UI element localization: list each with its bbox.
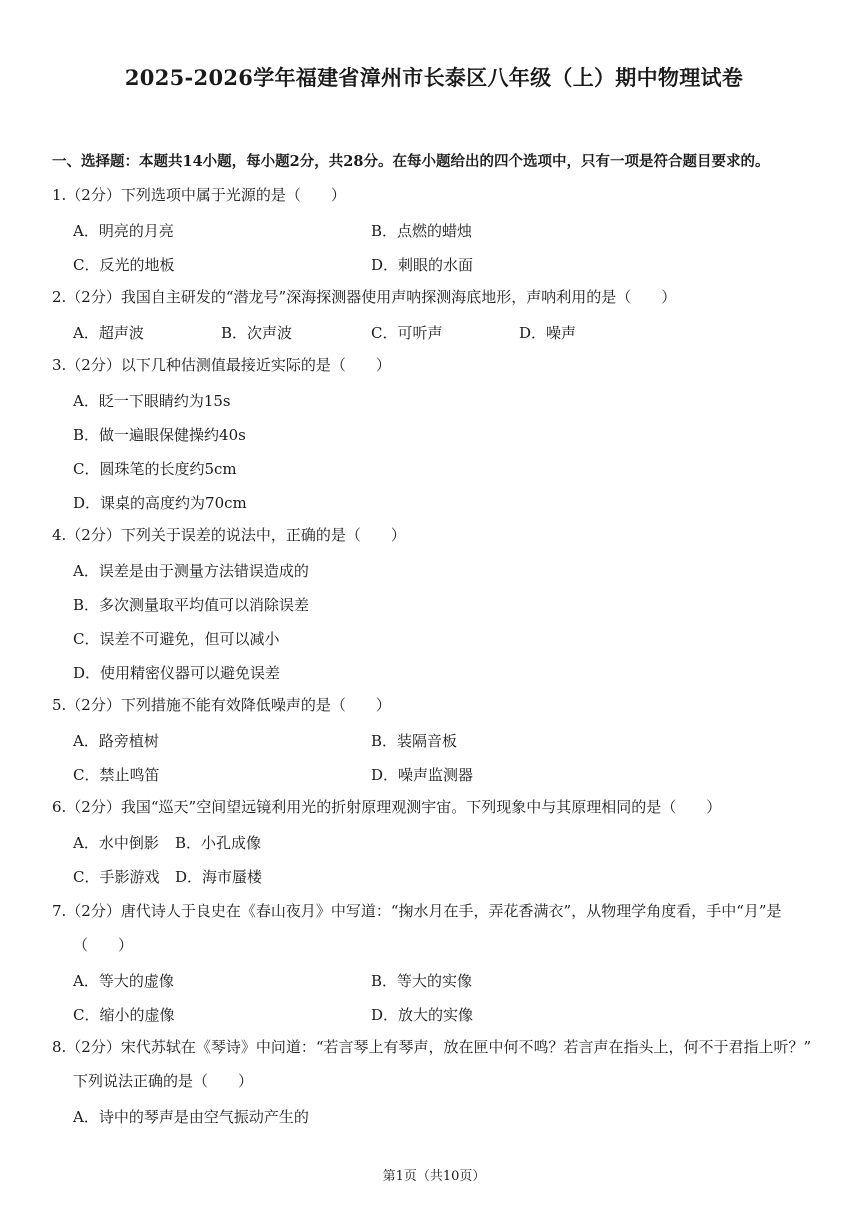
question-7-option-d[interactable]: D．放大的实像 — [371, 1006, 474, 1024]
question-8-stem: 8.（2分）宋代苏轼在《琴诗》中问道：“若言琴上有琴声，放在匣中何不鸣？若言声在指头上，何不于君指上听？” — [52, 1038, 812, 1056]
question-1-option-d[interactable]: D．刺眼的水面 — [371, 256, 474, 274]
section-heading: 一、选择题：本题共14小题，每小题2分，共28分。在每小题给出的四个选项中，只有一项是符合题目要求的。 — [52, 153, 770, 170]
question-5-stem: 5.（2分）下列措施不能有效降低噪声的是（ ） — [52, 696, 391, 714]
question-6-option-a[interactable]: A．水中倒影 — [73, 834, 159, 852]
question-4-option-d[interactable]: D．使用精密仪器可以避免误差 — [73, 664, 281, 682]
question-8-stem-continued: 下列说法正确的是（ ） — [73, 1072, 254, 1090]
question-7-stem: 7.（2分）唐代诗人于良史在《春山夜月》中写道：“掬水月在手，弄花香满衣”，从物理学角度看，手中“月”是 — [52, 902, 782, 920]
question-1-option-c[interactable]: C．反光的地板 — [73, 256, 175, 274]
question-1-option-b[interactable]: B．点燃的蜡烛 — [371, 222, 473, 240]
question-6-option-b[interactable]: B．小孔成像 — [175, 834, 262, 852]
question-7-option-c[interactable]: C．缩小的虚像 — [73, 1006, 175, 1024]
question-4-option-c[interactable]: C．误差不可避免，但可以减小 — [73, 630, 280, 648]
question-2-option-c[interactable]: C．可听声 — [371, 324, 443, 342]
question-2-option-b[interactable]: B．次声波 — [221, 324, 293, 342]
question-4-stem: 4.（2分）下列关于误差的说法中，正确的是（ ） — [52, 526, 406, 544]
question-7-option-b[interactable]: B．等大的实像 — [371, 972, 473, 990]
question-5-option-b[interactable]: B．装隔音板 — [371, 732, 458, 750]
question-5-option-a[interactable]: A．路旁植树 — [73, 732, 159, 750]
question-4-option-b[interactable]: B．多次测量取平均值可以消除误差 — [73, 596, 310, 614]
question-8-option-a[interactable]: A．诗中的琴声是由空气振动产生的 — [73, 1108, 309, 1126]
question-2-stem: 2.（2分）我国自主研发的“潜龙号”深海探测器使用声呐探测海底地形，声呐利用的是（ ） — [52, 288, 677, 306]
question-3-option-b[interactable]: B．做一遍眼保健操约40s — [73, 426, 246, 444]
question-3-stem: 3.（2分）以下几种估测值最接近实际的是（ ） — [52, 356, 391, 374]
question-1-option-a[interactable]: A．明亮的月亮 — [73, 222, 174, 240]
question-7-option-a[interactable]: A．等大的虚像 — [73, 972, 174, 990]
question-3-option-a[interactable]: A．眨一下眼睛约为15s — [73, 392, 231, 410]
question-1-stem: 1.（2分）下列选项中属于光源的是（ ） — [52, 186, 346, 204]
question-6-stem: 6.（2分）我国“巡天”空间望远镜利用光的折射原理观测宇宙。下列现象中与其原理相同的是（ ） — [52, 798, 722, 816]
exam-title: 2025-2026学年福建省漳州市长泰区八年级（上）期中物理试卷 — [124, 65, 744, 90]
question-6-option-d[interactable]: D．海市蜃楼 — [175, 868, 263, 886]
question-5-option-d[interactable]: D．噪声监测器 — [371, 766, 474, 784]
question-3-option-c[interactable]: C．圆珠笔的长度约5cm — [73, 460, 237, 478]
question-6-option-c[interactable]: C．手影游戏 — [73, 868, 160, 886]
question-3-option-d[interactable]: D．课桌的高度约为70cm — [73, 494, 247, 512]
question-4-option-a[interactable]: A．误差是由于测量方法错误造成的 — [73, 562, 309, 580]
question-2-option-d[interactable]: D．噪声 — [519, 324, 577, 342]
page-footer: 第1页（共10页） — [382, 1169, 486, 1184]
question-2-option-a[interactable]: A．超声波 — [73, 324, 144, 342]
question-7-stem-continued: （ ） — [73, 936, 134, 954]
question-5-option-c[interactable]: C．禁止鸣笛 — [73, 766, 160, 784]
